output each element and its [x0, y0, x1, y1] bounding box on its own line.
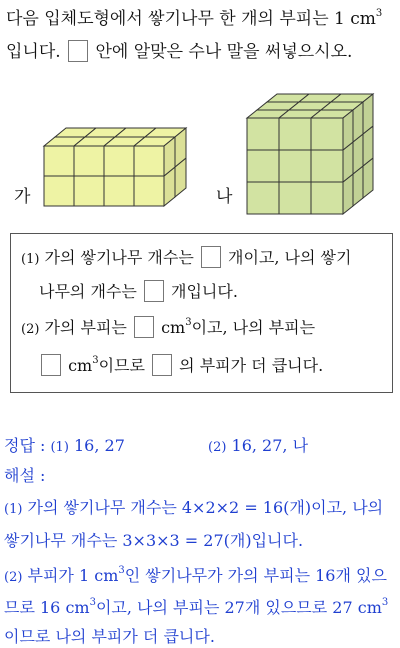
figure-label-b: 나 — [216, 187, 233, 207]
front-cube-face — [104, 176, 134, 206]
answer-1-number: (1) — [50, 440, 69, 455]
answer-2-line — [208, 435, 308, 459]
question-1-line-2 — [39, 280, 238, 303]
explanation-line-3 — [4, 565, 387, 589]
front-cube-face — [74, 176, 104, 206]
front-cube-face — [44, 146, 74, 176]
answer-blank-volume-b[interactable] — [41, 354, 61, 376]
explanation-4-sup: 3 — [89, 597, 96, 608]
question-2-text-e: 의 부피가 더 큽니다. — [179, 356, 324, 375]
explanation-4-sup-2: 3 — [381, 597, 389, 608]
explanation-line-4 — [4, 597, 388, 619]
cube-b-3x3x3 — [247, 94, 373, 214]
problem-line-1 — [6, 8, 382, 30]
question-2-text-b: 이고, 나의 부피는 — [191, 318, 316, 337]
front-cube-face — [279, 118, 311, 150]
question-2-line-1 — [21, 316, 315, 341]
figure-label-a: 가 — [14, 187, 31, 207]
question-1-text-d: 개입니다. — [171, 282, 238, 301]
explanation-4-text-b: 이고, 나의 부피는 27개 있으므로 27 cm — [95, 598, 382, 617]
answer-blank-count-b[interactable] — [144, 280, 164, 302]
question-2-unit-c: cm — [68, 356, 93, 375]
answer-1-value: 16, 27 — [74, 436, 125, 455]
answer-2-value: 16, 27, 나 — [231, 436, 309, 455]
front-cube-face — [134, 146, 164, 176]
answer-label: 정답 : — [4, 436, 46, 455]
front-cube-face — [74, 146, 104, 176]
explanation-3-text-a: 부피가 1 cm — [27, 566, 119, 585]
question-2-unit-c-sup: 3 — [92, 355, 99, 366]
unit-superscript: 3 — [375, 8, 383, 19]
answer-blank-count-a[interactable] — [201, 246, 221, 268]
example-blank-box — [68, 40, 88, 62]
question-1-text-c: 나무의 개수는 — [39, 282, 137, 301]
explanation-2-number: (2) — [4, 570, 23, 585]
explanation-4-text-a: 므로 16 cm — [4, 598, 90, 617]
answer-blank-volume-a[interactable] — [134, 316, 154, 338]
question-2-unit-sup: 3 — [185, 317, 192, 328]
answer-2-number: (2) — [208, 440, 227, 455]
explanation-line-5: 이므로 나의 부피가 더 큽니다. — [4, 627, 215, 646]
figures-svg — [0, 92, 400, 232]
question-2-unit: cm — [161, 318, 186, 337]
explanation-line-1 — [4, 497, 383, 521]
front-cube-face — [311, 150, 343, 182]
explanation-1-number: (1) — [4, 502, 23, 517]
explanation-label: 해설 : — [4, 466, 46, 485]
front-cube-face — [134, 176, 164, 206]
front-cube-face — [104, 146, 134, 176]
explanation-1-text: 가의 쌓기나무 개수는 4×2×2 = 16(개)이고, 나의 — [27, 498, 384, 517]
question-2-number: (2) — [21, 322, 40, 337]
front-cube-face — [279, 150, 311, 182]
question-1-line-1 — [21, 246, 351, 271]
question-box — [10, 233, 393, 393]
figures-area — [0, 92, 400, 232]
front-cube-face — [311, 182, 343, 214]
question-1-text-a: 가의 쌓기나무 개수는 — [44, 248, 194, 267]
front-cube-face — [44, 176, 74, 206]
problem-text-2b: 안에 알맞은 수나 말을 써넣으시오. — [95, 42, 353, 62]
problem-text-2a: 입니다. — [6, 42, 61, 62]
answer-blank-larger[interactable] — [152, 354, 172, 376]
front-cube-face — [279, 182, 311, 214]
explanation-3-text-b: 인 쌓기나무가 가의 부피는 16개 있으 — [124, 566, 387, 585]
front-cube-face — [247, 150, 279, 182]
question-1-text-b: 개이고, 나의 쌓기 — [227, 248, 352, 267]
question-2-line-2 — [39, 354, 323, 377]
problem-text-1: 다음 입체도형에서 쌓기나무 한 개의 부피는 1 cm — [6, 9, 376, 29]
explanation-line-2: 쌓기나무 개수는 3×3×3 = 27(개)입니다. — [4, 531, 304, 550]
front-cube-face — [311, 118, 343, 150]
answer-line — [4, 435, 125, 459]
front-cube-face — [247, 182, 279, 214]
front-cube-face — [247, 118, 279, 150]
cuboid-a-4x2x2 — [44, 128, 186, 206]
question-2-text-d: 이므로 — [98, 356, 145, 375]
question-2-text-a: 가의 부피는 — [44, 318, 127, 337]
explanation-3-sup: 3 — [118, 565, 125, 576]
question-1-number: (1) — [21, 252, 40, 267]
problem-line-2 — [6, 40, 352, 63]
